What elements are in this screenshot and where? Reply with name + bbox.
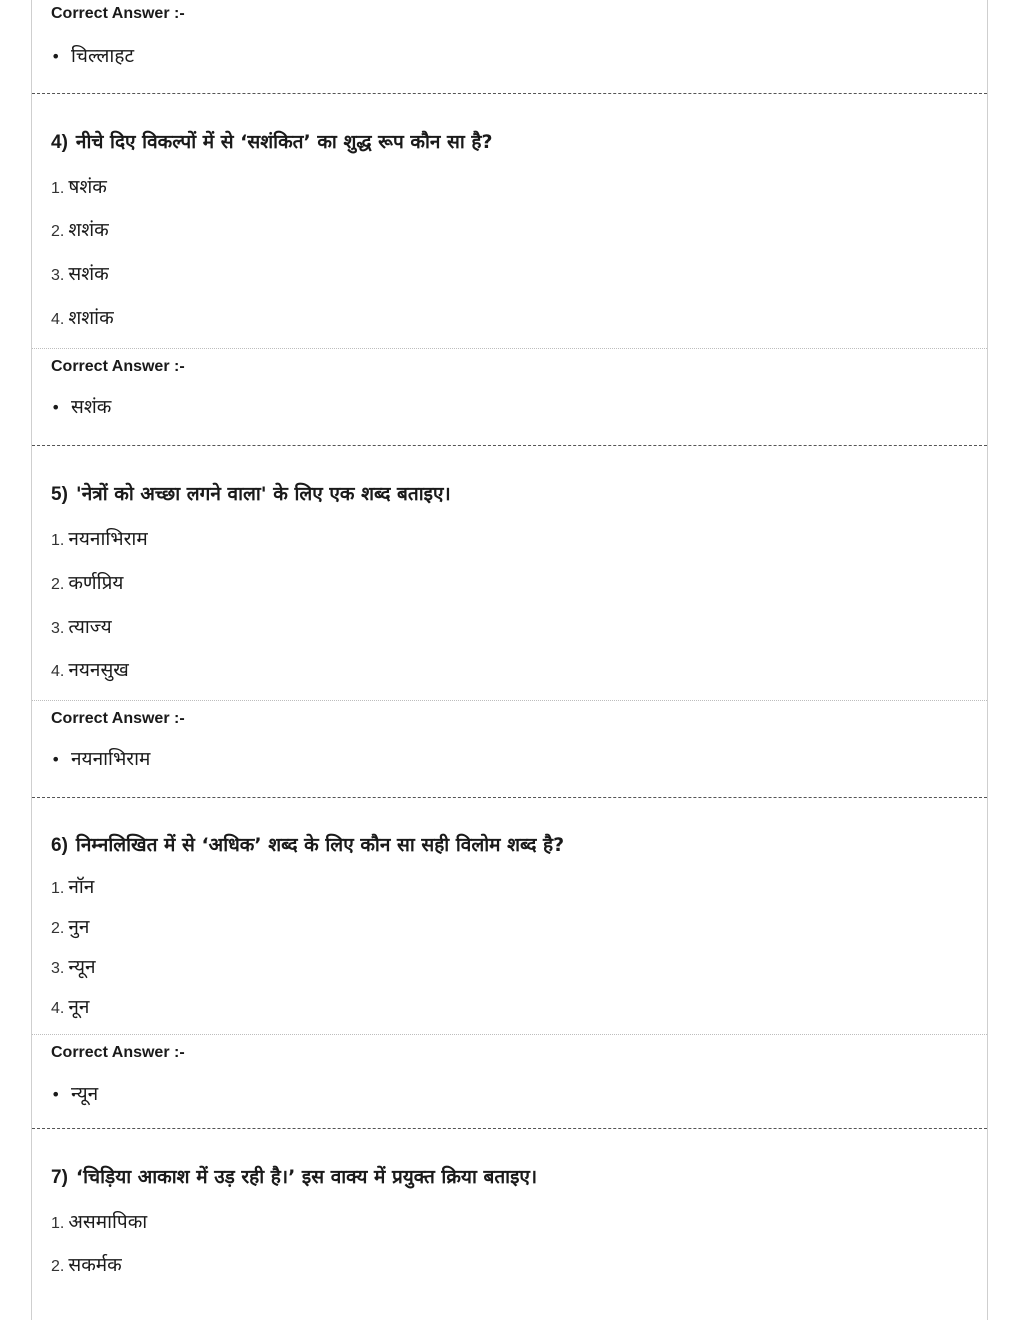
question-text: निम्नलिखित में से ‘अधिक’ शब्द के लिए कौन सा सही विलोम शब्द है? bbox=[75, 834, 565, 856]
question-separator bbox=[32, 93, 987, 94]
option-number: 2. bbox=[51, 1258, 65, 1275]
question-title bbox=[51, 831, 564, 857]
option-number: 4. bbox=[51, 311, 65, 328]
option-item bbox=[51, 1208, 147, 1234]
option-item bbox=[51, 569, 123, 595]
option-text: सशंक bbox=[68, 263, 109, 285]
question-title bbox=[51, 480, 451, 506]
answer-separator bbox=[32, 348, 987, 349]
correct-answer-item bbox=[51, 1080, 98, 1106]
option-text: नयनसुख bbox=[68, 659, 129, 681]
bullet-icon: • bbox=[51, 398, 61, 417]
option-number: 3. bbox=[51, 267, 65, 284]
option-number: 3. bbox=[51, 620, 65, 637]
correct-answer-label: Correct Answer :- bbox=[51, 358, 185, 375]
option-item bbox=[51, 913, 89, 939]
correct-answer-item bbox=[51, 745, 150, 771]
option-item bbox=[51, 613, 112, 639]
question-number: 7) bbox=[51, 1167, 68, 1188]
option-item bbox=[51, 260, 109, 286]
option-item bbox=[51, 216, 109, 242]
bullet-icon: • bbox=[51, 1085, 61, 1104]
option-text: न्यून bbox=[68, 956, 96, 978]
bullet-icon: • bbox=[51, 47, 61, 66]
option-text: षशंक bbox=[68, 176, 107, 198]
question-paper-page bbox=[31, 0, 988, 1320]
option-item bbox=[51, 656, 129, 682]
option-text: नुन bbox=[68, 916, 90, 938]
option-text: नॉन bbox=[68, 876, 95, 898]
option-item bbox=[51, 953, 96, 979]
option-number: 2. bbox=[51, 920, 65, 937]
answer-text: सशंक bbox=[71, 396, 112, 418]
question-number: 5) bbox=[51, 484, 68, 505]
option-item bbox=[51, 525, 148, 551]
option-text: त्याज्य bbox=[68, 616, 112, 638]
correct-answer-label: Correct Answer :- bbox=[51, 1044, 185, 1061]
option-text: शशांक bbox=[68, 307, 114, 329]
answer-separator bbox=[32, 700, 987, 701]
option-item bbox=[51, 304, 114, 330]
option-number: 3. bbox=[51, 960, 65, 977]
correct-answer-item bbox=[51, 393, 111, 419]
question-text: 'नेत्रों को अच्छा लगने वाला' के लिए एक शब्द बताइए। bbox=[75, 483, 451, 505]
option-text: असमापिका bbox=[68, 1211, 148, 1233]
option-item bbox=[51, 1251, 122, 1277]
option-number: 1. bbox=[51, 180, 65, 197]
question-separator bbox=[32, 1128, 987, 1129]
answer-text: न्यून bbox=[71, 1083, 99, 1105]
question-title bbox=[51, 128, 493, 154]
option-text: नयनाभिराम bbox=[68, 528, 148, 550]
bullet-icon: • bbox=[51, 750, 61, 769]
question-number: 4) bbox=[51, 132, 68, 153]
answer-text: नयनाभिराम bbox=[71, 748, 151, 770]
question-title bbox=[51, 1163, 537, 1189]
question-text: ‘चिड़िया आकाश में उड़ रही है।’ इस वाक्य में प्रयुक्त क्रिया बताइए। bbox=[75, 1166, 538, 1188]
option-item bbox=[51, 993, 89, 1019]
option-number: 1. bbox=[51, 880, 65, 897]
question-number: 6) bbox=[51, 835, 68, 856]
question-text: नीचे दिए विकल्पों में से ‘सशंकित’ का शुद्ध रूप कौन सा है? bbox=[75, 131, 493, 153]
option-text: कर्णप्रिय bbox=[68, 572, 124, 594]
answer-text: चिल्लाहट bbox=[71, 45, 135, 67]
option-item bbox=[51, 873, 94, 899]
option-text: शशंक bbox=[68, 219, 109, 241]
correct-answer-label: Correct Answer :- bbox=[51, 5, 185, 22]
option-number: 4. bbox=[51, 663, 65, 680]
correct-answer-label: Correct Answer :- bbox=[51, 710, 185, 727]
option-item bbox=[51, 173, 107, 199]
answer-separator bbox=[32, 1034, 987, 1035]
question-separator bbox=[32, 797, 987, 798]
option-number: 1. bbox=[51, 1215, 65, 1232]
option-number: 1. bbox=[51, 532, 65, 549]
option-number: 2. bbox=[51, 576, 65, 593]
option-number: 4. bbox=[51, 1000, 65, 1017]
option-number: 2. bbox=[51, 223, 65, 240]
question-separator bbox=[32, 445, 987, 446]
correct-answer-item bbox=[51, 42, 134, 68]
option-text: सकर्मक bbox=[68, 1254, 122, 1276]
option-text: नून bbox=[68, 996, 90, 1018]
